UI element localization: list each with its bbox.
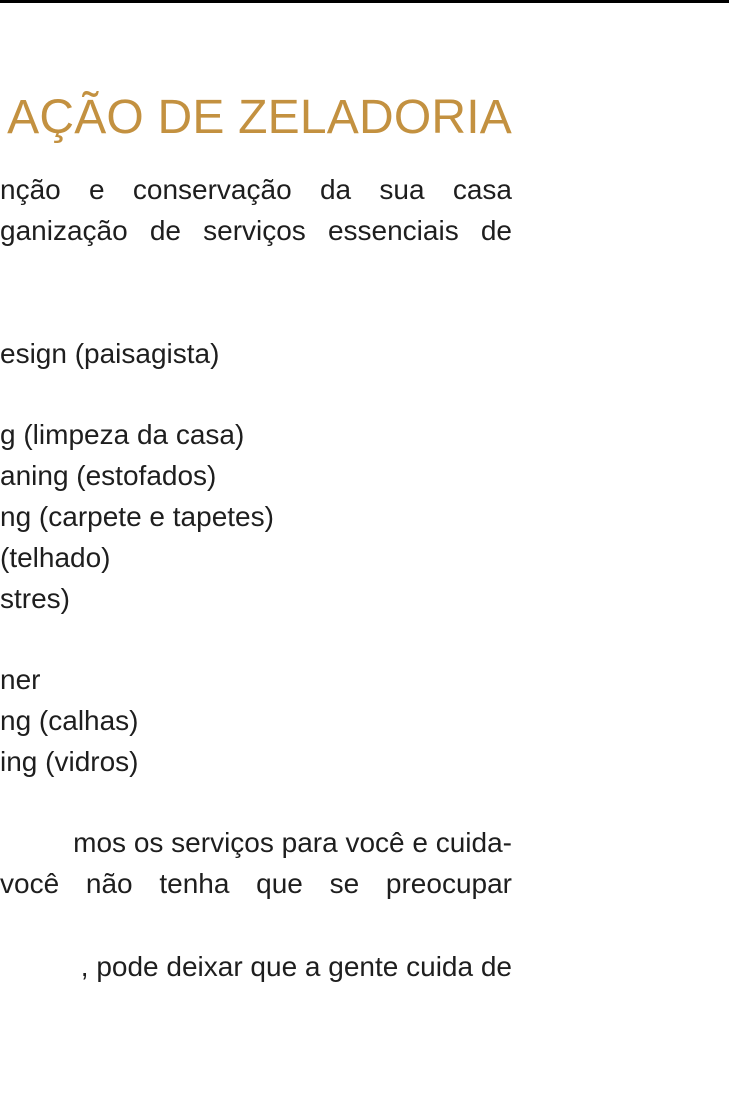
closing-line: mos os serviços para você e cuida- [73,827,512,858]
section-heading: AÇÃO DE ZELADORIA [7,91,512,144]
service-list-item: (telhado) [0,542,111,573]
closing-line: , pode deixar que a gente cuida de [80,951,512,982]
service-list-item: ng (carpete e tapetes) [0,501,274,532]
service-list-item: esign (paisagista) [0,338,220,369]
closing-line: você não tenha que se preocupar [0,868,512,899]
service-list-item: g (limpeza da casa) [0,419,245,450]
intro-line: ganização de serviços essenciais de [0,215,512,246]
service-list-item: stres) [0,583,70,614]
service-list-item: ng (calhas) [0,705,139,736]
service-list-item: aning (estofados) [0,460,217,491]
intro-line: nção e conservação da sua casa [0,174,512,205]
service-list-item: ner [0,664,41,695]
service-list-item: ing (vidros) [0,746,139,777]
